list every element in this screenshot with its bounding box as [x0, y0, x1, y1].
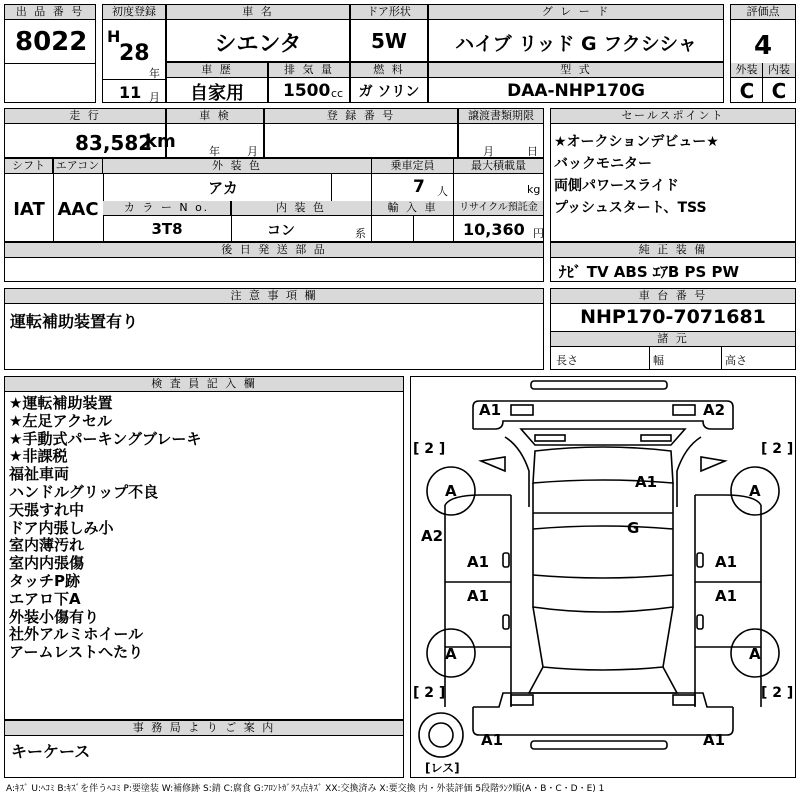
- registration-year: 28: [119, 41, 150, 66]
- sales-point: 両側パワースライド: [554, 178, 679, 194]
- capacity-label: 乗車定員: [371, 159, 453, 174]
- equipment-box: [550, 242, 796, 282]
- first-registration-label: 初度登録: [103, 5, 165, 20]
- displacement-unit: cc: [331, 87, 344, 100]
- inspector-line: ★非課税: [9, 447, 68, 466]
- shift-label: シフト: [5, 159, 53, 174]
- first-registration-box: [102, 4, 166, 103]
- inspector-list: [9, 395, 201, 662]
- damage-mark: A1: [479, 401, 502, 419]
- damage-mark: A1: [715, 587, 738, 605]
- later-parts-label: 後 日 発 送 部 品: [5, 243, 543, 258]
- exterior-grade: C: [739, 79, 755, 103]
- plate-label: 登 録 番 号: [265, 109, 457, 124]
- damage-mark: G: [627, 519, 640, 537]
- height-label: 高さ: [725, 354, 747, 367]
- damage-mark: A1: [467, 587, 490, 605]
- lot-number-box: [4, 4, 96, 103]
- exterior-label: 外装: [731, 63, 763, 78]
- notes-box: [4, 288, 544, 370]
- interior-color-label: 内 装 色: [231, 201, 371, 216]
- recycle-label: リサイクル預託金: [454, 201, 543, 216]
- inspection-month-suffix: 月: [247, 145, 258, 158]
- displacement-label: 排 気 量: [269, 63, 349, 78]
- damage-mark: A: [445, 645, 457, 663]
- fuel: ガ ソリン: [358, 84, 420, 100]
- length-label: 長さ: [556, 354, 578, 367]
- inspection-year-suffix: 年: [209, 145, 220, 158]
- era: H: [107, 27, 121, 46]
- score: 4: [753, 31, 773, 61]
- damage-mark: [ 2 ]: [413, 441, 446, 457]
- divider: [331, 173, 332, 201]
- lot-number-label: 出 品 番 号: [5, 5, 95, 20]
- registration-month: 11: [119, 83, 142, 102]
- inspector-line: 社外アルミホイール: [9, 625, 144, 644]
- interior-color: コン: [267, 223, 295, 239]
- score-label: 評価点: [731, 5, 795, 20]
- recycle-fee: 10,360: [463, 220, 525, 239]
- interior-label: 内装: [763, 63, 795, 78]
- mileage-label: 走 行: [5, 109, 165, 124]
- history-box: [166, 62, 268, 103]
- grade-box: [428, 4, 724, 62]
- damage-mark: A1: [481, 731, 504, 749]
- chassis-box: [550, 288, 796, 370]
- car-name: シエンタ: [214, 32, 302, 57]
- month-suffix: 月: [149, 91, 160, 104]
- damage-mark: A1: [467, 553, 490, 571]
- ac: AAC: [57, 199, 99, 220]
- inspector-line: 天張すれ中: [9, 500, 85, 519]
- model-code: DAA-NHP170G: [507, 81, 645, 101]
- office-box: [4, 720, 404, 778]
- inspector-line: 福祉車両: [9, 465, 70, 484]
- transfer-box: [458, 108, 544, 158]
- ac-label: エアコン: [53, 159, 103, 174]
- color-number-label: カ ラ ー N o.: [103, 201, 231, 216]
- recycle-unit: 円: [533, 227, 544, 240]
- damage-mark: A1: [715, 553, 738, 571]
- width-label: 幅: [653, 354, 664, 367]
- inspector-line: エアロ下A: [9, 589, 81, 608]
- divider: [103, 79, 165, 80]
- color-number: 3T8: [151, 220, 183, 238]
- inspector-line: タッチP跡: [9, 571, 80, 590]
- plate-box: [264, 108, 458, 158]
- door-box: [350, 4, 428, 62]
- notes-label: 注 意 事 項 欄: [5, 289, 543, 304]
- model-box: [428, 62, 724, 103]
- displacement: 1500: [283, 81, 331, 101]
- interior-color-unit: 系: [355, 227, 366, 240]
- mileage-unit: km: [145, 131, 176, 152]
- interior-grade: C: [771, 79, 787, 103]
- sales-point: ★オークションデビュー★: [554, 134, 719, 150]
- sales-points-box: [550, 108, 796, 242]
- spare-tire-mark: [レス]: [425, 761, 460, 775]
- displacement-box: [268, 62, 350, 103]
- car-name-label: 車 名: [167, 5, 349, 20]
- year-suffix: 年: [149, 67, 160, 80]
- mileage-box: [4, 108, 176, 158]
- history-label: 車 歴: [167, 63, 267, 78]
- divider: [721, 346, 722, 370]
- car-diagram: [410, 376, 796, 778]
- inspector-line: ドア内張しみ小: [9, 518, 114, 537]
- office-label: 事 務 局 よ り ご 案 内: [5, 721, 403, 736]
- notes-text: 運転補助装置有り: [10, 312, 139, 331]
- damage-mark: A: [749, 645, 761, 663]
- grade-label: グ レ ー ド: [429, 5, 723, 20]
- fuel-label: 燃 料: [351, 63, 427, 78]
- inspection-label: 車 検: [167, 109, 263, 124]
- equipment-label: 純 正 装 備: [551, 243, 795, 258]
- sales-point: バックモニター: [554, 156, 652, 172]
- damage-mark: A2: [703, 401, 726, 419]
- inspector-line: ハンドルグリップ不良: [9, 482, 159, 501]
- damage-mark: A2: [421, 527, 444, 545]
- divider: [371, 159, 372, 241]
- damage-mark: A: [749, 482, 761, 500]
- dims-label: 諸 元: [551, 331, 795, 347]
- mileage: 83,582: [75, 131, 153, 155]
- door-label: ドア形状: [351, 5, 427, 20]
- capacity: 7: [413, 177, 425, 197]
- transfer-day-suffix: 日: [527, 145, 538, 158]
- load-label: 最大積載量: [453, 159, 543, 174]
- damage-mark: A1: [635, 473, 658, 491]
- shift: IAT: [13, 199, 45, 220]
- import-label: 輸 入 車: [372, 201, 453, 216]
- chassis-label: 車 台 番 号: [551, 289, 795, 304]
- inspector-line: ★手動式パーキングブレーキ: [9, 429, 202, 448]
- score-box: [730, 4, 796, 103]
- damage-mark: [ 2 ]: [761, 441, 794, 457]
- car-name-box: [166, 4, 350, 62]
- inspector-line: ★左足アクセル: [9, 411, 112, 430]
- load-unit: kg: [527, 183, 541, 196]
- damage-mark: [ 2 ]: [413, 685, 446, 701]
- history: 自家用: [190, 83, 244, 104]
- spec-box: [4, 158, 544, 242]
- lot-number: 8022: [15, 27, 88, 57]
- equipment: ﾅﾋﾞ TV ABS ｴｱB PS PW: [559, 263, 740, 281]
- inspector-line: アームレストへたり: [9, 643, 144, 662]
- damage-mark: [ 2 ]: [761, 685, 794, 701]
- divider: [5, 63, 95, 64]
- inspector-label: 検 査 員 記 入 欄: [5, 377, 403, 392]
- legend: A:ｷｽﾞ U:ﾍｺﾐ B:ｷｽﾞを伴うﾍｺﾐ P:要塗装 W:補修跡 S:錆 C:腐食 G:ﾌﾛﾝﾄｶﾞﾗｽ点ｷｽﾞ XX:交換済み X:要交換 内・外装評価 5段階ﾗﾝｸ順(A・B・C・D・E) 1: [6, 784, 605, 794]
- fuel-box: [350, 62, 428, 103]
- inspector-line: 室内内張傷: [9, 554, 85, 573]
- grade: ハイブ リッド G フクシシャ: [455, 33, 697, 55]
- later-parts-box: [4, 242, 544, 282]
- inspection-box: [166, 108, 264, 158]
- office-text: キーケース: [11, 742, 91, 761]
- color-label: 外 装 色: [103, 159, 371, 174]
- divider: [413, 215, 414, 241]
- door-type: 5W: [371, 29, 407, 53]
- inspector-line: 室内薄汚れ: [9, 536, 85, 555]
- inspector-line: 外装小傷有り: [9, 607, 100, 626]
- transfer-month-suffix: 月: [483, 145, 494, 158]
- car-diagram-drawing: [411, 377, 795, 777]
- inspector-box: [4, 376, 404, 720]
- damage-mark: A: [445, 482, 457, 500]
- sales-point: プッシュスタート、TSS: [554, 200, 707, 216]
- divider: [649, 346, 650, 370]
- capacity-unit: 人: [437, 185, 448, 198]
- chassis-number: NHP170-7071681: [580, 306, 766, 328]
- divider: [453, 159, 454, 241]
- model-label: 型 式: [429, 63, 723, 78]
- transfer-label: 譲渡書類期限: [459, 109, 543, 124]
- inspector-line: ★運転補助装置: [9, 394, 113, 412]
- exterior-color: アカ: [208, 179, 238, 197]
- sales-points-label: セールスポイント: [551, 109, 795, 124]
- damage-mark: A1: [703, 731, 726, 749]
